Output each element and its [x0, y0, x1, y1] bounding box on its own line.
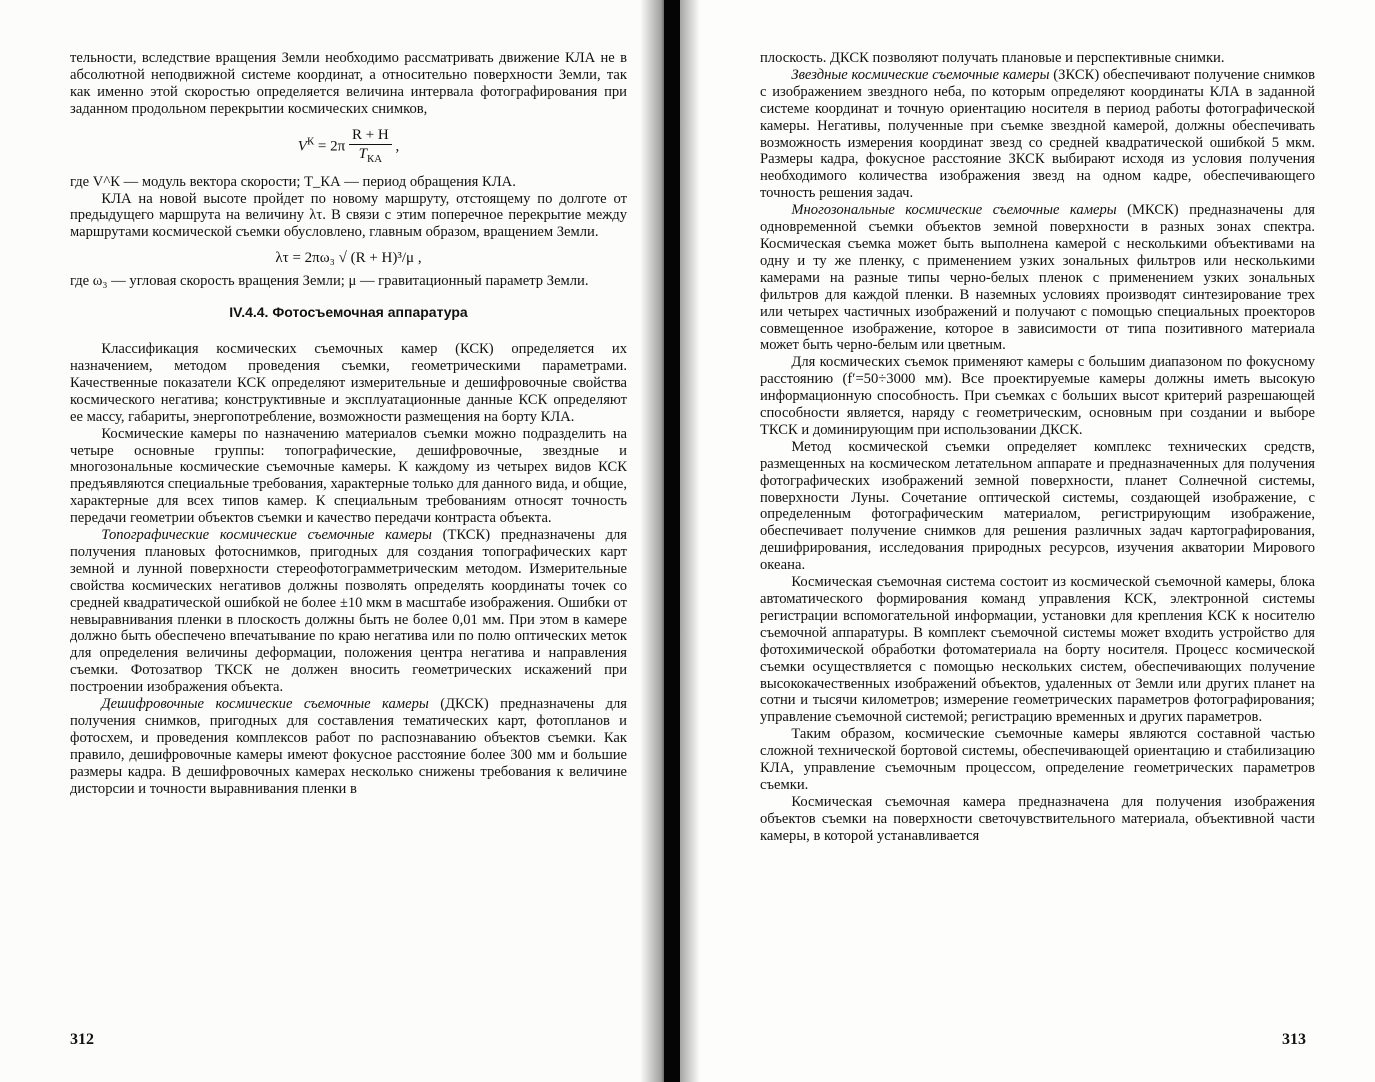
paragraph: где V^К — модуль вектора скорости; T_КА — период обращения КЛА. — [70, 173, 516, 190]
formula-fraction — [349, 126, 392, 168]
formula-numerator: R + H — [349, 126, 392, 145]
paragraph-text: (ЗКСК) обеспечивают получение снимков с изображением звездного неба, по которым определяют координаты КЛА в заданной системе координат и точную ориентацию носителя в период работы фотографической камеры. Негативы, полученные при съемке звездной камерой, должны обеспечивать возможность измерения координат звезд со средней квадратической ошибкой 5 мкм. Размеры кадра, фокусное расстояние ЗКСК выбирают исходя из условия получения необходимого количества изображения звезд на одном кадре, обеспечивающего точность решения задач. — [760, 66, 1315, 202]
paragraph — [760, 202, 1315, 354]
formula-lambda: λτ = 2πω₃ √ (R + H)³/μ , — [275, 250, 422, 267]
formula-symbol: V — [297, 138, 307, 155]
paragraph: Для космических съемок применяют камеры с большим диапазоном по фокусному расстоянию (f′=50÷3000 мм). Все проектируемые камеры должны иметь высокую информационную способность. При съемках с больших высот критерий разрешающей способности является, наряду с геометрическим, основным при создании и выборе ТКСК и доминирующим при использовании ДКСК. — [760, 354, 1315, 438]
paragraph: Космическая съемочная камера предназначена для получения изображения объектов съемки на поверхности светочувствительного материала, объективной части камеры, в которой устанавливается — [760, 793, 1315, 844]
paragraph: Метод космической съемки определяет комплекс технических средств, размещенных на космическом летательном аппарате и предназначенных для получения фотографических изображений земной поверхности, планет Солнечной системы, поверхности Луны. Сочетание оптической системы, создающей изображение, с определенным фотографическим материалом, регистрирующим изображение, обеспечивает получение снимков для решения различных задач картографирования, дешифрирования, исследования природных ресурсов, изучения акватории Мирового океана. — [760, 438, 1315, 574]
formula-equals: = 2π — [314, 138, 349, 155]
formula-den-symbol: T — [358, 145, 367, 162]
paragraph-text: (ДКСК) предназначены для получения снимков, пригодных для составления тематических карт, фотопланов и фотосхем, и проведения комплексов работ по распознаванию объектов съемки. Как правило, дешифровочные камеры имеют фокусное расстояние более 300 мм и большие размеры кадра. В дешифровочных камерах несколько снижены требования к величине дисторсии и точности выравнивания пленки в — [70, 696, 627, 797]
page-number: 312 — [70, 1031, 94, 1048]
formula-superscript: К — [306, 135, 315, 148]
paragraph: Классификация космических съемочных камер (КСК) определяется их назначением, методом проведения съемки, геометрическими параметрами. Качественные показатели КСК определяют измерительные и дешифровочные свойства космического негатива; конструктивные и эксплуатационные данные КСК определяют ее массу, габариты, энергопотребление, возможности размещения на борту КЛА. — [70, 341, 627, 425]
formula-tail: , — [391, 138, 400, 155]
section-heading: IV.4.4. Фотосъемочная аппаратура — [229, 304, 468, 321]
formula-den-subscript: КА — [367, 152, 382, 165]
paragraph: плоскость. ДКСК позволяют получать плановые и перспективные снимки. — [760, 50, 1225, 66]
paragraph — [70, 527, 627, 696]
paragraph — [760, 67, 1315, 202]
right-page — [670, 0, 1375, 1082]
paragraph: КЛА на новой высоте пройдет по новому маршруту, отстоящему по долготе от предыдущего маршрута на величину λτ. В связи с этим поперечное перекрытие между маршрутами космической съемки обусловлено, главным образом, вращением Земли. — [70, 190, 627, 241]
right-text-column — [760, 50, 1315, 845]
paragraph-text: (МКСК) предназначены для одновременной съемки объектов земной поверхности в разных зонах спектра. Космическая съемка может быть выполнена камерой с несколькими объективами на одну и ту же пленку, с применением узких зональных фильтров или несколькими камерами на разные типы черно-белых пленок с применением узких зональных фильтров для каждой пленки. В наземных условиях производят синтезирование трех или четырех частичных изображений и получают с помощью специальных проекторов совмещенное изображение, которое в зависимости от типа позитивного материала может быть черно-белым или цветным. — [760, 202, 1316, 354]
formula-velocity — [70, 126, 627, 168]
page-number: 313 — [1282, 1031, 1306, 1048]
term-italic: Дешифровочные космические съемочные камеры — [101, 696, 429, 713]
paragraph — [70, 696, 627, 797]
paragraph: Космические камеры по назначению материалов съемки можно подразделить на четыре основные группы: топографические, дешифровочные, звездные и многозональные космические съемочные камеры. К каждому из четырех видов КСК предъявляются специальные требования, характерные только для данного вида, и общие, характерные для всех типов камер. К специальным требованиям относят точность передачи геометрии объектов съемки и качество передачи контраста объекта. — [70, 425, 627, 527]
term-italic: Многозональные космические съемочные камеры — [791, 202, 1117, 219]
paragraph: тельности, вследствие вращения Земли необходимо рассматривать движение КЛА не в абсолютной неподвижной системе координат, а относительно поверхности Земли, так как именно этой скоростью определяется величина интервала фотографирования при заданном продольном перекрытии космических снимков, — [70, 50, 627, 117]
term-italic: Топографические космические съемочные камеры — [101, 527, 432, 544]
term-italic: Звездные космические съемочные камеры — [791, 66, 1050, 83]
left-text-column — [70, 50, 627, 798]
book-gutter-binding — [664, 0, 680, 1082]
paragraph: Космическая съемочная система состоит из космической съемочной камеры, блока автоматического формирования команд управления КСК, электронной системы регистрации вспомогательной информации, установки для крепления КСК к носителю съемочной аппаратуры. В комплект съемочной системы может входить устройство для фотохимической обработки фотоматериала на борту носителя. Процесс космической съемки осуществляется с помощью нескольких систем, обеспечивающих получение высококачественных изображений объектов, удаленных от Земли или других планет на сотни и тысячи километров; измерение геометрических параметров фотографирования; управление съемочной системой; регистрацию временных и других параметров. — [760, 574, 1315, 726]
paragraph: Таким образом, космические съемочные камеры являются составной частью сложной технической бортовой системы, обеспечивающей ориентацию и стабилизацию КЛА, управление съемочным процессом, определение геометрических параметров съемки. — [760, 726, 1315, 793]
paragraph-text: (ТКСК) предназначены для получения плановых фотоснимков, пригодных для создания топографических карт земной и лунной поверхности стереофотограмметрическим методом. Измерительные свойства космических негативов должны позволять определять координаты точек со средней квадратической ошибкой не более ±10 мкм в масштабе изображения. Ошибки от невыравнивания пленки в плоскость должны быть не более 0,01 мм. При этом в камере должно быть обеспечено впечатывание по краю негатива или по полю оптических меток для определения величины деформации, положения центра негатива и направления съемки. Фотозатвор ТКСК не должен вносить геометрических искажений при построении изображения объекта. — [70, 527, 627, 696]
formula-denominator — [349, 145, 392, 168]
paragraph: где ω₃ — угловая скорость вращения Земли; μ — гравитационный параметр Земли. — [70, 273, 589, 290]
